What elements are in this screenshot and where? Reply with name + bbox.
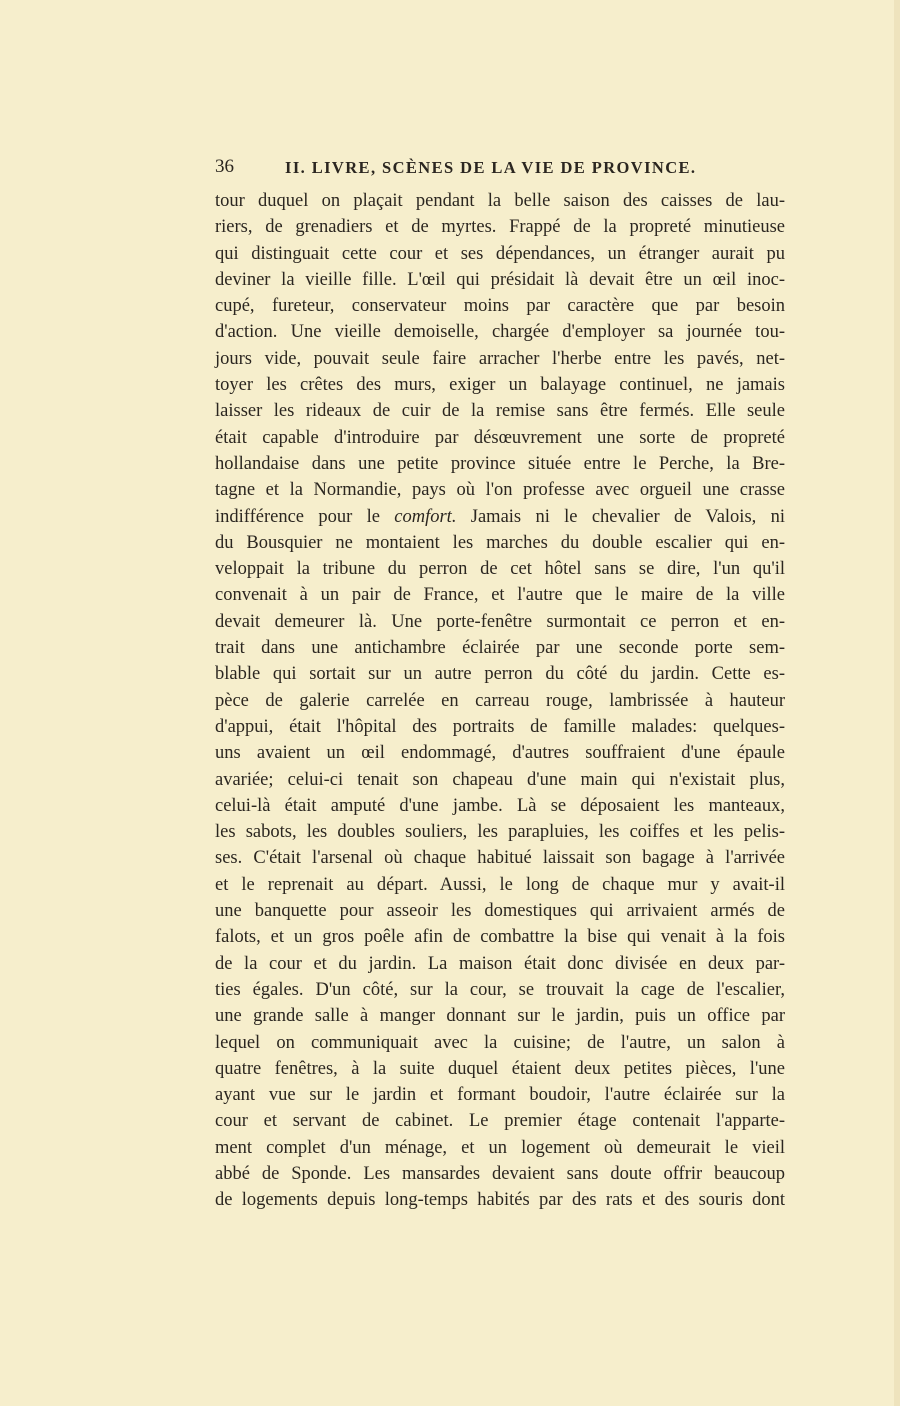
text-line-content: blable qui sortait sur un autre perron du côté du jardin. Cette es-: [215, 664, 785, 685]
text-line: [215, 241, 785, 267]
page-edge: [894, 0, 900, 1406]
text-line-content: laisser les rideaux de cuir de la remise sans être fermés. Elle seule: [215, 401, 785, 422]
text-line: [215, 214, 785, 240]
text-line-content: ayant vue sur le jardin et formant boudoir, l'autre éclairée sur la: [215, 1085, 785, 1106]
text-line: [215, 477, 785, 503]
text-segment: Jamais ni le chevalier de Valois, ni: [456, 506, 785, 527]
text-line-content: falots, et un gros poêle afin de combattre la bise qui venait à la fois: [215, 927, 785, 948]
text-line-content: les sabots, les doubles souliers, les parapluies, les coiffes et les pelis-: [215, 822, 785, 843]
text-line-content: de logements depuis long-temps habités par des rats et des souris dont: [215, 1190, 785, 1211]
text-line: [215, 951, 785, 977]
text-line-content: ment complet d'un ménage, et un logement où demeurait le vieil: [215, 1137, 785, 1158]
text-line: [215, 451, 785, 477]
text-line-content: toyer les crêtes des murs, exiger un balayage continuel, ne jamais: [215, 375, 785, 396]
text-line-content: celui-là était amputé d'une jambe. Là se déposaient les manteaux,: [215, 795, 785, 816]
text-line: [215, 661, 785, 687]
text-line-content: avariée; celui-ci tenait son chapeau d'une main qui n'existait plus,: [215, 769, 785, 790]
text-line: [215, 1187, 785, 1213]
paragraph-lines-a: [215, 188, 785, 504]
text-line: [215, 845, 785, 871]
text-line-content: ties égales. D'un côté, sur la cour, se trouvait la cage de l'escalier,: [215, 979, 785, 1000]
text-line-content: cupé, fureteur, conservateur moins par caractère que par besoin: [215, 296, 785, 317]
text-line-content: était capable d'introduire par désœuvrement une sorte de propreté: [215, 427, 785, 448]
text-line-content: trait dans une antichambre éclairée par une seconde porte sem-: [215, 638, 785, 659]
text-line: [215, 425, 785, 451]
text-line: [215, 1056, 785, 1082]
text-line-content: uns avaient un œil endommagé, d'autres souffraient d'une épaule: [215, 743, 785, 764]
text-line-content: abbé de Sponde. Les mansardes devaient sans doute offrir beaucoup: [215, 1163, 785, 1184]
text-line-content: jours vide, pouvait seule faire arracher l'herbe entre les pavés, net-: [215, 348, 785, 369]
text-line: [215, 293, 785, 319]
text-line-content: cour et servant de cabinet. Le premier étage contenait l'apparte-: [215, 1111, 785, 1132]
text-line-content: de la cour et du jardin. La maison était donc divisée en deux par-: [215, 953, 785, 974]
italic-word: comfort.: [394, 506, 457, 527]
text-line: [215, 504, 785, 530]
text-line-content: lequel on communiquait avec la cuisine; de l'autre, un salon à: [215, 1032, 785, 1053]
paragraph-lines-b: [215, 530, 785, 1214]
text-line: [215, 582, 785, 608]
text-line: [215, 635, 785, 661]
text-line: [215, 556, 785, 582]
text-line: [215, 1030, 785, 1056]
text-line-content: tagne et la Normandie, pays où l'on professe avec orgueil une crasse: [215, 480, 785, 501]
text-line-content: quatre fenêtres, à la suite duquel étaient deux petites pièces, l'une: [215, 1058, 785, 1079]
text-line-content: pèce de galerie carrelée en carreau rouge, lambrissée à hauteur: [215, 690, 785, 711]
text-line: [215, 530, 785, 556]
text-line: [215, 977, 785, 1003]
text-line-content: une banquette pour asseoir les domestiques qui arrivaient armés de: [215, 901, 785, 922]
text-line-content: tour duquel on plaçait pendant la belle saison des caisses de lau-: [215, 191, 785, 211]
text-line: [215, 609, 785, 635]
text-line: [215, 714, 785, 740]
text-line-content: ses. C'était l'arsenal où chaque habitué laissait son bagage à l'arrivée: [215, 848, 785, 869]
text-line-content: deviner la vieille fille. L'œil qui présidait là devait être un œil inoc-: [215, 269, 785, 290]
text-line-content: devait demeurer là. Une porte-fenêtre surmontait ce perron et en-: [215, 611, 785, 632]
text-line: [215, 1135, 785, 1161]
text-line: [215, 688, 785, 714]
text-line-content: une grande salle à manger donnant sur le jardin, puis un office par: [215, 1006, 785, 1027]
text-line: [215, 924, 785, 950]
text-line-content: et le reprenait au départ. Aussi, le long de chaque mur y avait-il: [215, 874, 785, 895]
running-title: II. LIVRE, SCÈNES DE LA VIE DE PROVINCE.: [285, 158, 697, 177]
text-line-content: veloppait la tribune du perron de cet hôtel sans se dire, l'un qu'il: [215, 559, 785, 580]
text-line-content: qui distinguait cette cour et ses dépendances, un étranger aurait pu: [215, 243, 785, 264]
text-line: [215, 188, 785, 214]
text-segment: indifférence pour le: [215, 506, 395, 527]
text-line: [215, 398, 785, 424]
text-line-content: hollandaise dans une petite province située entre le Perche, la Bre-: [215, 453, 785, 474]
text-line: [215, 346, 785, 372]
text-line-content: convenait à un pair de France, et l'autre que le maire de la ville: [215, 585, 785, 606]
running-header: [215, 156, 715, 182]
text-line: [215, 819, 785, 845]
body-text: [215, 188, 785, 1214]
text-line-content: d'appui, était l'hôpital des portraits de famille malades: quelques-: [215, 716, 785, 737]
text-line: [215, 1108, 785, 1134]
page-number: 36: [215, 156, 234, 177]
text-line-content: riers, de grenadiers et de myrtes. Frappé de la propreté minutieuse: [215, 217, 785, 238]
text-line: [215, 1003, 785, 1029]
text-line-content: du Bousquier ne montaient les marches du double escalier qui en-: [215, 532, 785, 553]
text-line: [215, 793, 785, 819]
text-line: [215, 898, 785, 924]
text-line: [215, 767, 785, 793]
text-line: [215, 319, 785, 345]
text-line: [215, 872, 785, 898]
text-line: [215, 740, 785, 766]
text-line: [215, 372, 785, 398]
text-line-content: d'action. Une vieille demoiselle, chargée d'employer sa journée tou-: [215, 322, 785, 343]
text-line: [215, 1082, 785, 1108]
text-line: [215, 1161, 785, 1187]
text-line: [215, 267, 785, 293]
